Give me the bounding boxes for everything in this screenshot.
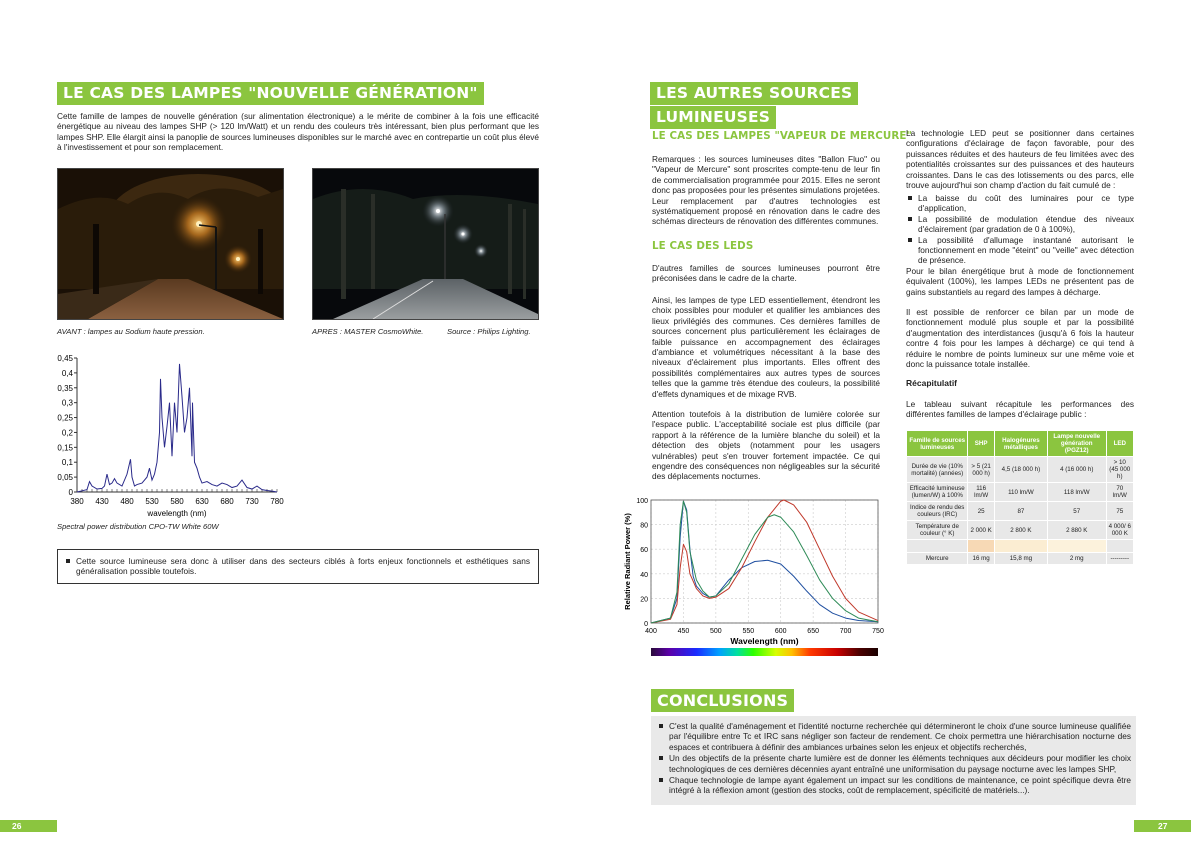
page-number-right: 27 <box>1134 820 1191 832</box>
page-number-left: 26 <box>0 820 57 832</box>
table-header-cell: Lampe nouvelle génération (PGZ12) <box>1047 431 1106 457</box>
table-cell: 70 lm/W <box>1106 483 1133 502</box>
bullet-item-2: La possibilité de modulation étendue des niveaux d'éclairement (par gradation de 0 à 100%), <box>906 214 1134 235</box>
table-row <box>907 457 1134 483</box>
table-cell: 2 800 K <box>994 521 1047 540</box>
y-tick-label: 0,45 <box>57 354 73 363</box>
x-tick-label: 500 <box>710 628 722 635</box>
table-cell: 2 000 K <box>968 521 994 540</box>
table-cell <box>1047 540 1106 553</box>
plot-frame <box>651 500 878 623</box>
y-tick-label: 0,1 <box>61 458 73 468</box>
table-cell: 2 mg <box>1047 553 1106 565</box>
conclusion-item-2: Un des objectifs de la présente charte lumière est de donner les éléments techniques aux décideurs pour modifier les choix technologiques de ces dernières décennies ayant entraîné une uniformisation du paysage nocturne avec les lampes SHP, <box>657 753 1131 774</box>
y-tick-label: 0,35 <box>57 383 73 393</box>
table-header-cell: LED <box>1106 431 1133 457</box>
conclusions-box <box>651 716 1136 805</box>
paragraph-bilan-2: Il est possible de renforcer ce bilan par un mode de fonctionnement modulé plus souple et par la possibilité d'augmentation des interdistances (jusqu'à 6 fois la hauteur contre 4 fois pour les lampes à décharge) ce qui tend à réduire le nombre de points lumineux sur une même voie et donc la puissance totale installée. <box>906 307 1134 370</box>
x-tick-label: 730 <box>245 497 259 506</box>
table-header-cell: SHP <box>968 431 994 457</box>
y-tick-label: 0 <box>644 621 648 628</box>
x-tick-label: 680 <box>220 497 234 506</box>
y-tick-label: 0 <box>68 488 73 497</box>
caption-avant: AVANT : lampes au Sodium haute pression. <box>57 327 205 336</box>
bullet-list <box>906 193 1134 266</box>
table-cell: 15,8 mg <box>994 553 1047 565</box>
x-tick-label: 580 <box>170 497 184 506</box>
recap-table <box>906 430 1134 565</box>
y-tick-label: 40 <box>640 571 648 579</box>
x-tick-label: 780 <box>270 497 284 506</box>
table-cell: 118 lm/W <box>1047 483 1106 502</box>
table-cell: Indice de rendu des couleurs (IRC) <box>907 502 968 521</box>
table-cell: 4 (16 000 h) <box>1047 457 1106 483</box>
table-cell <box>994 540 1047 553</box>
table-row <box>907 483 1134 502</box>
table-cell: 57 <box>1047 502 1106 521</box>
radiant-series-line <box>651 500 878 623</box>
table-header-cell: Halogénures métalliques <box>994 431 1047 457</box>
table-cell: 16 mg <box>968 553 994 565</box>
paragraph-leds-2: Ainsi, les lampes de type LED essentiellement, étendront les choix possibles pour moduler et qualifier les ambiances des lieux privilégiés des communes. Ces dernières familles de sources concernent plus particulièrement les éclairages de faible puissance en accompagnement des éclairages d'ambiance et volumétriques nécessitant à la base des niveaux d'éclairement plus importants. Elles offrent des possibilités complémentaires aux autres types de sources telles que la gamme très étendue des couleurs, la possibilité d'effets dynamiques et de mixage RVB. <box>652 295 880 399</box>
y-tick-label: 0,4 <box>61 368 73 378</box>
table-cell: 110 lm/W <box>994 483 1047 502</box>
table-cell: Température de couleur (° K) <box>907 521 968 540</box>
table-cell <box>1106 540 1133 553</box>
x-tick-label: 550 <box>742 628 755 635</box>
conclusion-item-1: C'est la qualité d'aménagement et l'identité nocturne recherchée qui détermineront le choix d'une source lumineuse qualifiée par l'équilibre entre Tc et IRC sans négliger son facteur de rendement. Ce choix permettra une hiérarchisation nocturne des espaces et contribuera à définir des ambiances urbaines selon les enjeux et objectifs recherchés, <box>657 721 1131 752</box>
caption-source: Source : Philips Lighting. <box>447 327 531 336</box>
x-tick-label: 450 <box>677 628 690 635</box>
x-axis-label: Wavelength (nm) <box>730 636 799 646</box>
x-tick-label: 380 <box>70 497 84 506</box>
x-tick-label: 530 <box>145 497 159 506</box>
y-tick-label: 0,2 <box>61 428 73 438</box>
section-title-autres-sources <box>650 82 858 129</box>
table-cell <box>968 540 994 553</box>
x-tick-label: 480 <box>120 497 134 506</box>
table-cell: 4,5 (18 000 h) <box>994 457 1047 483</box>
table-cell: > 10 (45 000 h) <box>1106 457 1133 483</box>
table-cell: Mercure <box>907 553 968 565</box>
table-cell: 2 880 K <box>1047 521 1106 540</box>
table-header-cell: Famille de sources lumineuses <box>907 431 968 457</box>
y-tick-label: 0,15 <box>57 443 73 453</box>
table-cell: 4 000/ 6 000 K <box>1106 521 1133 540</box>
x-tick-label: 430 <box>95 497 109 506</box>
x-tick-label: 750 <box>872 628 884 635</box>
table-cell: > 5 (21 000 h) <box>968 457 994 483</box>
paragraph-mercure: Remarques : les sources lumineuses dites "Ballon Fluo" ou "Vapeur de Mercure" sont proscrites compte-tenu de leur fin de commercialisation programmée pour 2015. Elles ne seront donc pas proposées pour les présentes simulations projetées. Leur remplacement par d'autres technologies est systématiquement proposé en rénovation dans le cadre des schémas directeurs de rénovation des différentes communes. <box>652 154 880 227</box>
title-line-1: LES AUTRES SOURCES <box>650 82 858 105</box>
spectrum-caption: Spectral power distribution CPO-TW White 60W <box>57 522 219 531</box>
wavelength-spectrum-bar <box>651 648 878 656</box>
x-tick-label: 630 <box>195 497 209 506</box>
table-row <box>907 502 1134 521</box>
subtitle-leds: LE CAS DES LEDS <box>652 240 754 252</box>
table-cell: Efficacité lumineuse (lumen/W) à 100% <box>907 483 968 502</box>
spectrum-series-line <box>77 364 277 492</box>
radiant-series-line <box>651 501 878 623</box>
radiant-series-line <box>651 501 878 623</box>
paragraph-technologie: La technologie LED peut se positionner dans certaines configurations d'éclairage de façon favorable, pour des puissances réduites et des hauteurs de feu limitées avec des potentialités croissantes sur des puissances et des hauteurs croissantes. Dans le cas des lotissements ou des parcs, elle trouve aujourd'hui son champ d'action du fait cumulé de : <box>906 128 1134 191</box>
paragraph-bilan-1: Pour le bilan énergétique brut à mode de fonctionnement équivalent (100%), les lampes LEDs ne présentent pas de gains substantiels au regard des lampes à décharge. <box>906 266 1134 297</box>
x-tick-label: 600 <box>774 628 787 635</box>
table-cell: Durée de vie (10% mortalité) (années) <box>907 457 968 483</box>
table-row <box>907 553 1134 565</box>
recap-title: Récapitulatif <box>906 378 958 388</box>
table-cell: 25 <box>968 502 994 521</box>
y-tick-label: 80 <box>640 522 648 530</box>
table-cell <box>907 540 968 553</box>
y-axis-label: Relative Radiant Power (%) <box>623 513 632 610</box>
caption-apres: APRES : MASTER CosmoWhite. <box>312 327 424 336</box>
y-tick-label: 0,3 <box>61 398 73 408</box>
conclusion-item-3: Chaque technologie de lampe ayant également un impact sur les conditions de maintenance, ce point spécifique devra être intégré à la réflexion amont (gestion des stocks, coût de remplacement, spécificité de matériels...). <box>657 775 1131 796</box>
y-tick-label: 20 <box>640 596 648 604</box>
relative-radiant-power-chart <box>620 492 885 657</box>
x-tick-label: 700 <box>839 628 852 635</box>
table-cell: 116 lm/W <box>968 483 994 502</box>
photo-avant <box>57 168 284 320</box>
table-cell: --------- <box>1106 553 1133 565</box>
intro-paragraph: Cette famille de lampes de nouvelle génération (sur alimentation électronique) a le mérite de combiner à la fois une efficacité énergétique au niveau des lampes SHP (> 120 lm/Watt) et un rendu des couleurs très intéressant, bien plus performant que les lampes SHP. Elle élargit ainsi la panoplie de sources lumineuses disponibles sur le marché avec en contrepartie un coût plus élevé à l'investissement et pour son remplacement. <box>57 111 539 153</box>
paragraph-leds-1: D'autres familles de sources lumineuses pourront être préconisées dans le cadre de la charte. <box>652 263 880 284</box>
spectral-distribution-chart <box>40 350 290 520</box>
bullet-item-3: La possibilité d'allumage instantané autorisant le fonctionnement en mode "éteint" ou "veille" avec détection de présence. <box>906 235 1134 266</box>
x-tick-label: 650 <box>807 628 819 635</box>
x-tick-label: 400 <box>645 628 657 635</box>
recap-intro: Le tableau suivant récapitule les performances des différentes familles de lampes d'éclairage public : <box>906 399 1134 420</box>
paragraph-leds-3: Attention toutefois à la distribution de lumière colorée sur l'espace public. L'acceptabilité sociale est plus difficile (par rapport à la référence de la lumière blanche du soleil) et la détection des objets (notamment pour les usagers vulnérables) peut s'en trouver fortement impactée. Ce qui engendre des conséquences non négligeables sur la sécurité des déplacements nocturnes. <box>652 409 880 482</box>
y-tick-label: 0,25 <box>57 413 73 423</box>
y-tick-label: 100 <box>636 498 648 505</box>
y-tick-label: 0,05 <box>57 473 73 483</box>
table-row <box>907 540 1134 553</box>
table-cell: 87 <box>994 502 1047 521</box>
photo-apres <box>312 168 539 320</box>
table-cell: 75 <box>1106 502 1133 521</box>
table-row <box>907 521 1134 540</box>
x-axis-label: wavelength (nm) <box>147 509 207 518</box>
bullet-item-1: La baisse du coût des luminaires pour ce type d'application, <box>906 193 1134 214</box>
section-title-nouvelle-generation: LE CAS DES LAMPES "NOUVELLE GÉNÉRATION" <box>57 82 484 105</box>
subtitle-mercure: LE CAS DES LAMPES "VAPEUR DE MERCURE" <box>652 130 913 142</box>
y-tick-label: 60 <box>640 547 648 555</box>
conclusions-title: CONCLUSIONS <box>651 689 794 712</box>
note-box <box>57 549 539 584</box>
note-item: Cette source lumineuse sera donc à utiliser dans des secteurs ciblés à forts enjeux fonctionnels et esthétiques sans généralisation possible toutefois. <box>64 556 530 577</box>
title-line-2: LUMINEUSES <box>650 106 776 129</box>
